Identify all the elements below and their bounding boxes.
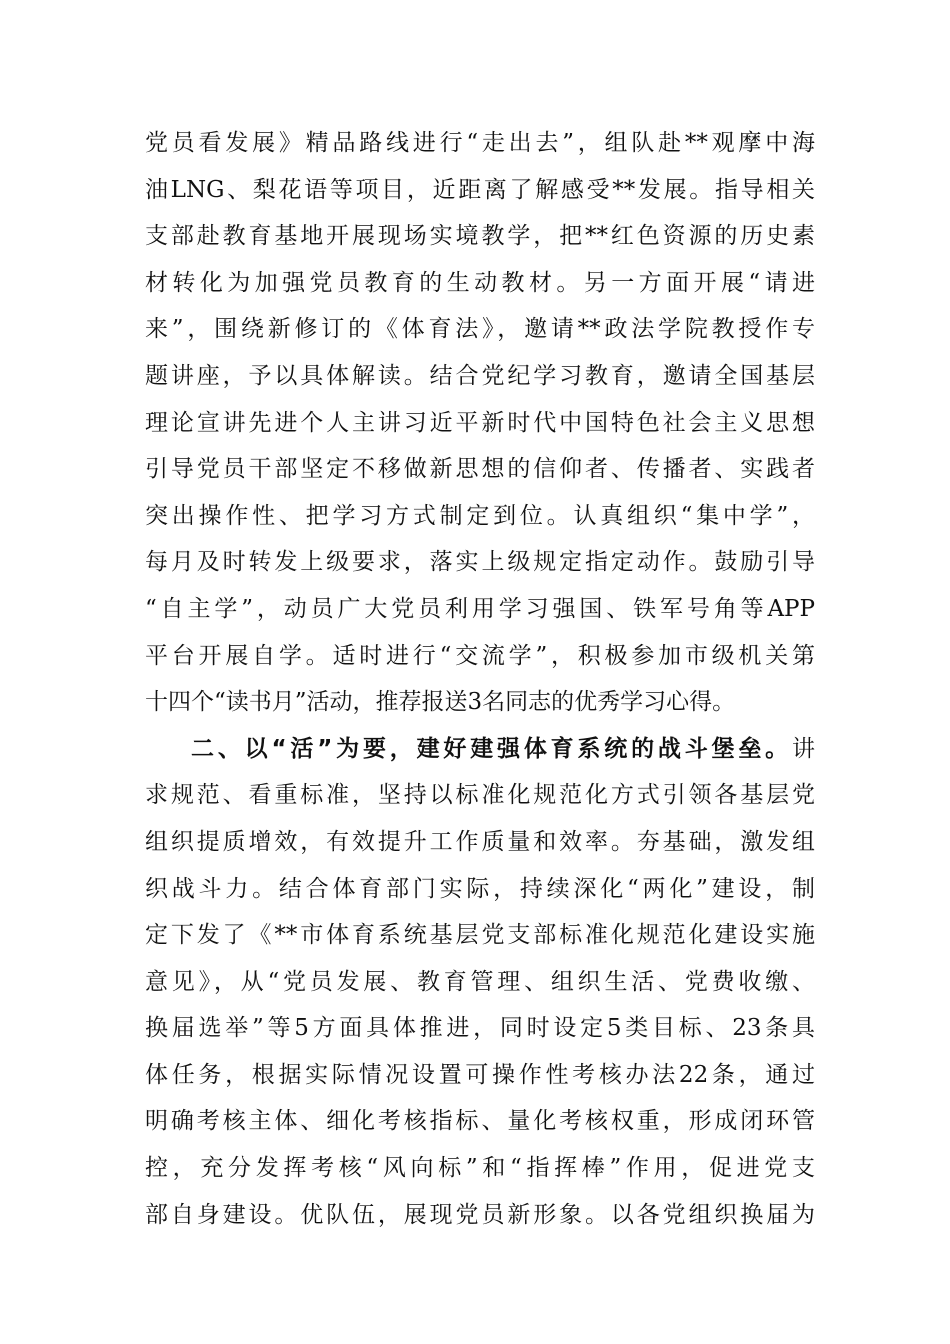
text-line: 求规范、看重标准，坚持以标准化规范化方式引领各基层党: [145, 782, 815, 809]
text-line: 平台开展自学。适时进行“交流学”，积极参加市级机关第: [145, 642, 815, 669]
text-line: 定下发了《**市体育系统基层党支部标准化规范化建设实施: [145, 922, 815, 949]
text-line: 控，充分发挥考核“风向标”和“指挥棒”作用，促进党支: [145, 1155, 815, 1182]
section-heading-line: [145, 726, 815, 773]
text-line: 理论宣讲先进个人主讲习近平新时代中国特色社会主义思想: [145, 409, 815, 436]
text-line: 引导党员干部坚定不移做新思想的信仰者、传播者、实践者: [145, 456, 815, 483]
text-line: 支部赴教育基地开展现场实境教学，把**红色资源的历史素: [145, 223, 815, 250]
text-line: 换届选举”等5方面具体推进，同时设定5类目标、23条具: [145, 1015, 815, 1042]
text-line: 每月及时转发上级要求，落实上级规定指定动作。鼓励引导: [145, 549, 815, 576]
text-line: 部自身建设。优队伍，展现党员新形象。以各党组织换届为: [145, 1201, 815, 1228]
text-line: 来”，围绕新修订的《体育法》，邀请**政法学院教授作专: [145, 316, 815, 343]
section-heading-tail: 讲: [792, 735, 815, 762]
document-body: [145, 120, 815, 1238]
text-line: 油LNG、梨花语等项目，近距离了解感受**发展。指导相关: [145, 176, 815, 203]
text-line: 组织提质增效，有效提升工作质量和效率。夯基础，激发组: [145, 828, 815, 855]
text-line: 材转化为加强党员教育的生动教材。另一方面开展“请进: [145, 269, 815, 296]
text-line: 突出操作性、把学习方式制定到位。认真组织“集中学”，: [145, 502, 815, 529]
text-line: 织战斗力。结合体育部门实际，持续深化“两化”建设，制: [145, 875, 815, 902]
text-line: 十四个“读书月”活动，推荐报送3名同志的优秀学习心得。: [145, 689, 736, 716]
text-line: 题讲座，予以具体解读。结合党纪学习教育，邀请全国基层: [145, 362, 815, 389]
text-line: 党员看发展》精品路线进行“走出去”，组队赴**观摩中海: [145, 130, 815, 156]
text-line: “自主学”，动员广大党员利用学习强国、铁军号角等APP: [145, 595, 815, 622]
section-heading: 二、以“活”为要，建好建强体育系统的战斗堡垒。: [191, 735, 792, 762]
text-line: 体任务，根据实际情况设置可操作性考核办法22条，通过: [145, 1061, 815, 1088]
text-line: 明确考核主体、细化考核指标、量化考核权重，形成闭环管: [145, 1108, 815, 1135]
text-line: 意见》，从“党员发展、教育管理、组织生活、党费收缴、: [145, 968, 815, 995]
